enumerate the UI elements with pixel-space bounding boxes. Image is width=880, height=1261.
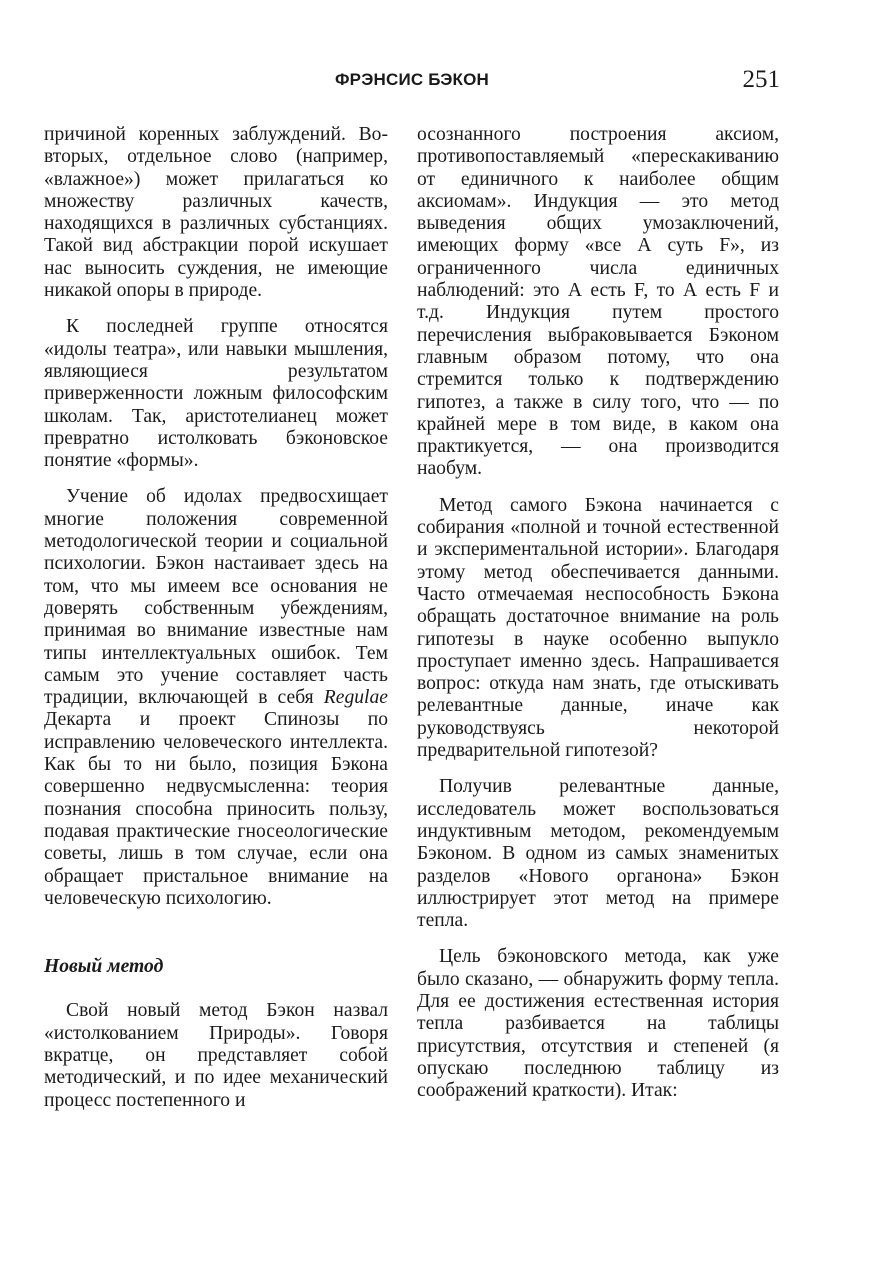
page-number: 251 [742,66,780,93]
paragraph-idols-theatre: К последней группе относятся «идолы театра», или навыки мышления, являющиеся результатом приверженности ложным философским школам. Так, аристотелианец может превратно истолковать бэконовское понятие «формы». [44,316,388,472]
paragraph-heat-form: Цель бэконовского метода, как уже было сказано, — обнаружить форму тепла. Для ее достижения естественная история тепла разбивается на таблицы присутствия, отсутствия и степеней (я опускаю последнюю таблицу из соображений краткости). Итак: [417,946,779,1102]
section-heading: Новый метод [44,956,164,978]
paragraph-bacon-method: Метод самого Бэкона начинается с собирания «полной и точной естественной и экспериментальной истории». Благодаря этому метод обеспечивается данными. Часто отмечаемая неспособность Бэкона обращать достаточное внимание на роль гипотезы в науке особенно выпукло проступает именно здесь. Напрашивается вопрос: откуда нам знать, где отыскивать релевантные данные, иначе как руководствуясь некоторой предварительной гипотезой? [417,494,779,762]
paragraph-new-method: Свой новый метод Бэкон назвал «истолкованием Природы». Говоря вкратце, он представляет собой методический, и по идее механический процесс постепенного и [44,1000,388,1111]
paragraph-relevant-data: Получив релевантные данные, исследователь может воспользоваться индуктивным методом, рекомендуемым Бэконом. В одном из самых знаменитых разделов «Нового органона» Бэкон иллюстрирует этот метод на примере тепла. [417,776,779,932]
left-column [44,124,388,1112]
page-header [44,66,780,100]
text-segment: Учение об идолах предвосхищает многие положения современной методологической теории и социальной психологии. Бэкон настаивает здесь на том, что мы имеем все основания не доверять собственным убеждениям, принимая во внимание известные нам типы интеллектуальных ошибок. Тем самым это учение составляет часть традиции, включающей в себя [44,486,388,709]
paragraph-continued: причиной коренных заблуждений. Во-вторых, отдельное слово (например, «влажное») может прилагаться ко множеству различных качеств, находящихся в различных субстанциях. Такой вид абстракции порой искушает нас выносить суждения, не имеющие никакой опоры в природе. [44,124,388,302]
paragraph-idols-doctrine [44,486,388,910]
right-column [417,124,779,1102]
italic-title-regulae: Regulae [323,687,388,709]
paragraph-induction: осознанного построения аксиом, противопоставляемый «перескакиванию от единичного к наиболее общим аксиомам». Индукция — это метод выведения общих умозаключений, имеющих форму «все А суть F», из ограниченного числа единичных наблюдений: это А есть F, то А есть F и т.д. Индукция путем простого перечисления выбраковывается Бэконом главным образом потому, что она стремится только к подтверждению гипотез, а также в силу того, что — по крайней мере в том виде, в каком она практикуется, — она производится наобум. [417,124,779,480]
text-segment: Декарта и проект Спинозы по исправлению человеческого интеллекта. Как бы то ни было, позиция Бэкона совершенно недвусмысленна: теория познания способна приносить пользу, подавая практические гносеологические советы, лишь в том случае, если она обращает пристальное внимание на человеческую психологию. [44,709,388,909]
running-head: ФРЭНСИС БЭКОН [334,70,490,89]
